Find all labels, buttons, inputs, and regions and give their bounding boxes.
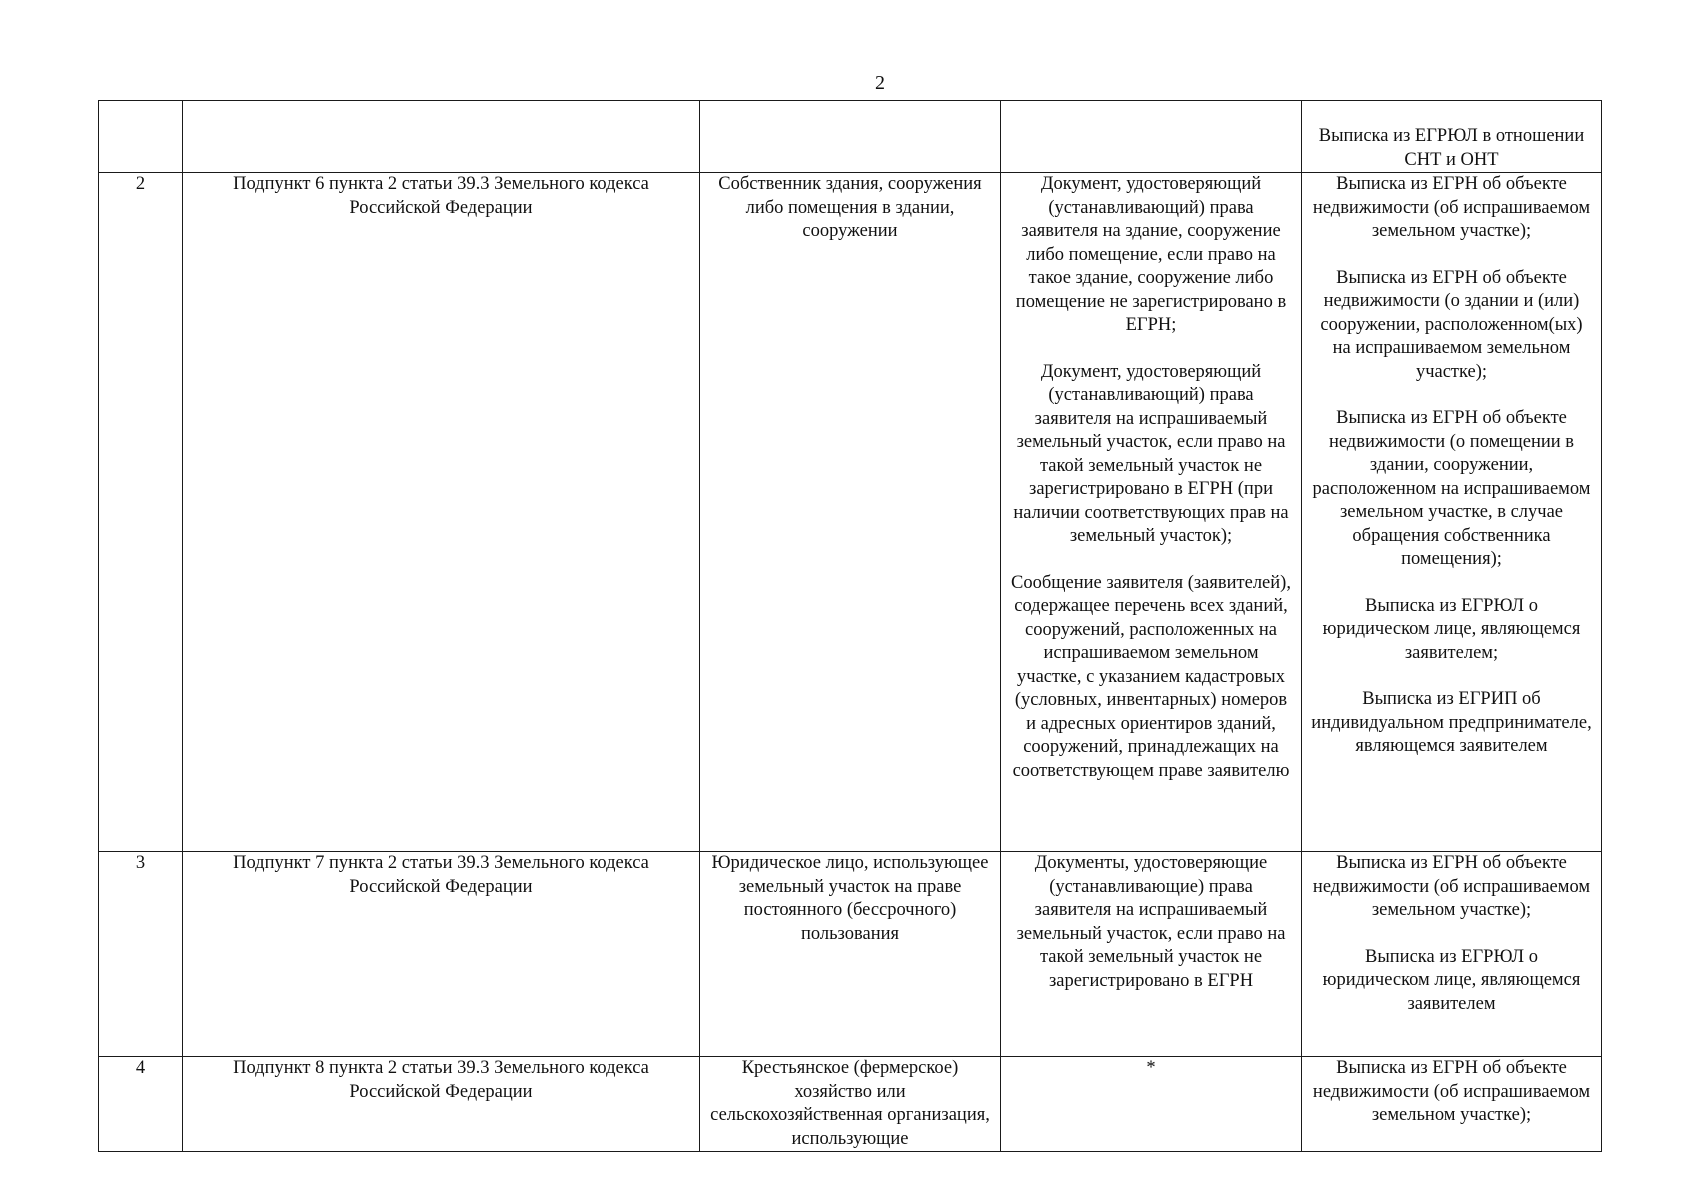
document-item: Документы, удостоверяющие (устанавливающие) права заявителя на испрашиваемый земельный участок, если право на такой земельный участок не зарегистрировано в ЕГРН: [1016, 853, 1286, 991]
document-item: Выписка из ЕГРЮЛ в отношении СНТ и ОНТ: [1318, 126, 1585, 170]
legal-basis-cell: [183, 101, 700, 173]
applicant-documents-cell: [1001, 173, 1302, 852]
applicant-cell: [700, 101, 1001, 173]
document-item: Документ, удостоверяющий (устанавливающий) права заявителя на здание, сооружение либо помещение, если право на такое здание, сооружение либо помещение не зарегистрировано в ЕГРН;: [1015, 174, 1287, 335]
applicant-cell: Юридическое лицо, использующее земельный участок на праве постоянного (бессрочного) пользования: [700, 852, 1001, 1057]
requested-documents-cell: [1302, 173, 1602, 852]
row-number-cell: [99, 101, 183, 173]
table-row: [99, 1057, 1602, 1152]
applicant-documents-cell: [1001, 852, 1302, 1057]
document-item: Выписка из ЕГРН об объекте недвижимости (об испрашиваемом земельном участке);: [1312, 853, 1591, 920]
table-row: [99, 852, 1602, 1057]
document-item: Выписка из ЕГРН об объекте недвижимости (о здании и (или) сооружении, расположенном(ых) на испрашиваемом земельном участке);: [1320, 267, 1583, 382]
table-row: [99, 173, 1602, 852]
document-item: Выписка из ЕГРЮЛ о юридическом лице, являющемся заявителем;: [1322, 595, 1581, 663]
applicant-cell: Крестьянское (фермерское) хозяйство или сельскохозяйственная организация, использующие: [700, 1057, 1001, 1152]
requested-documents-cell: [1302, 1057, 1602, 1152]
document-item: Документ, удостоверяющий (устанавливающий) права заявителя на испрашиваемый земельный участок, если право на такой земельный участок не зарегистрировано в ЕГРН (при наличии соответствующих прав на земельный участок);: [1013, 361, 1289, 546]
applicant-cell: Собственник здания, сооружения либо помещения в здании, сооружении: [700, 173, 1001, 852]
legal-basis-cell: Подпункт 6 пункта 2 статьи 39.3 Земельного кодекса Российской Федерации: [183, 173, 700, 852]
page-number: 2: [875, 72, 885, 94]
row-number-cell: 4: [99, 1057, 183, 1152]
legal-basis-cell: Подпункт 7 пункта 2 статьи 39.3 Земельного кодекса Российской Федерации: [183, 852, 700, 1057]
requested-documents-cell: [1302, 101, 1602, 173]
document-item: *: [1146, 1058, 1156, 1078]
row-number-cell: 2: [99, 173, 183, 852]
document-item: Выписка из ЕГРЮЛ о юридическом лице, являющемся заявителем: [1322, 946, 1581, 1014]
applicant-documents-cell: [1001, 1057, 1302, 1152]
document-item: Сообщение заявителя (заявителей), содержащее перечень всех зданий, сооружений, расположенных на испрашиваемом земельном участке, с указанием кадастровых (условных, инвентарных) номеров и адресных ориентиров зданий, сооружений, принадлежащих на соответствующем праве заявителю: [1011, 572, 1291, 781]
document-item: Выписка из ЕГРН об объекте недвижимости (об испрашиваемом земельном участке);: [1312, 174, 1591, 241]
document-item: Выписка из ЕГРИП об индивидуальном предпринимателе, являющемся заявителем: [1311, 689, 1592, 756]
requested-documents-cell: [1302, 852, 1602, 1057]
document-item: Выписка из ЕГРН об объекте недвижимости (о помещении в здании, сооружении, расположенном на испрашиваемом земельном участке, в случае обращения собственника помещения);: [1312, 408, 1591, 569]
legal-basis-cell: Подпункт 8 пункта 2 статьи 39.3 Земельного кодекса Российской Федерации: [183, 1057, 700, 1152]
document-table: [98, 100, 1602, 1152]
document-item: Выписка из ЕГРН об объекте недвижимости (об испрашиваемом земельном участке);: [1312, 1058, 1591, 1125]
row-number-cell: 3: [99, 852, 183, 1057]
table-row: [99, 101, 1602, 173]
applicant-documents-cell: [1001, 101, 1302, 173]
